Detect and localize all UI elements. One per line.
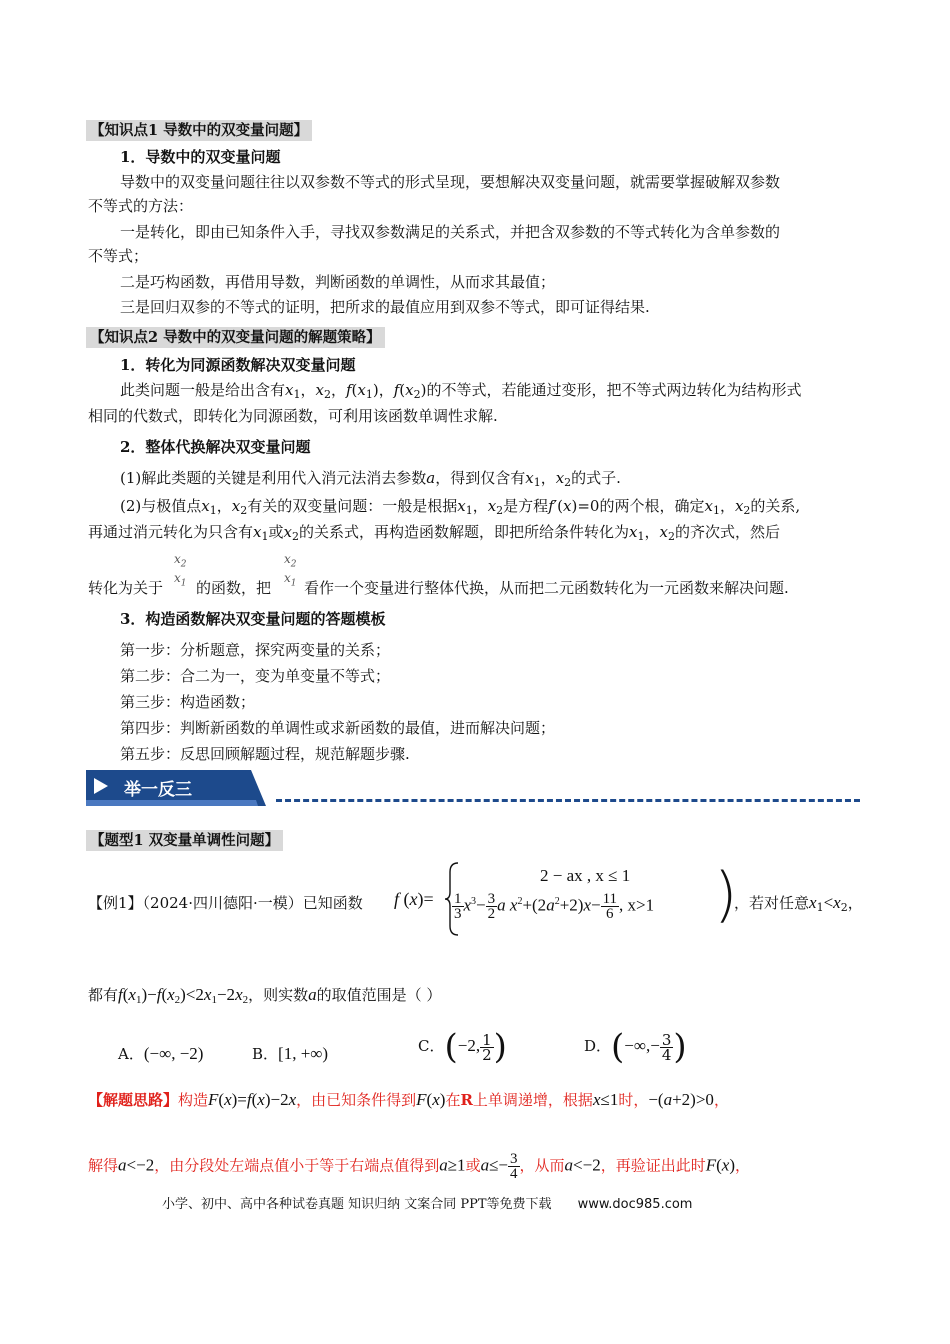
subheading: 2．整体代换解决双变量问题 [120, 438, 311, 456]
section-header-kp1: 【知识点1 导数中的双变量问题】 [86, 120, 312, 141]
footer-text: 小学、初中、高中各种试卷真题 知识归纳 文案合同 PPT等免费下载 www.doc985.com [162, 1197, 693, 1212]
paragraph: 导数中的双变量问题往往以双参数不等式的形式呈现，要想解决双变量问题，就需要掌握破解双参数 [120, 173, 781, 191]
example-line2: 都有f(x1)−f(x2)<2x1−2x2，则实数a的取值范围是（ ） [88, 985, 442, 1006]
paragraph: 不等式； [88, 247, 149, 265]
choice-a[interactable]: A．(−∞, −2) [118, 1044, 204, 1063]
paragraph: 一是转化，即由已知条件入手，寻找双参数满足的关系式，并把含双参数的不等式转化为含单参数的 [120, 223, 781, 241]
subheading: 3．构造函数解决双变量问题的答题模板 [120, 610, 386, 628]
paragraph: 再通过消元转化为只含有$x_1$或$x_2$的关系式，再构造函数解题，即把所给条件转化为$x_1$，$x_2$的齐次式，然后 [88, 523, 780, 543]
paragraph: 此类问题一般是给出含有$x_1$，$x_2$，$f(x_1)$，$f(x_2)$的不等式，若能通过变形，把不等式两边转化为结构形式 [120, 381, 802, 401]
step-item: 第三步：构造函数； [120, 693, 256, 711]
footer-url[interactable]: www.doc985.com [577, 1197, 693, 1212]
divider-dashed [276, 799, 860, 802]
banner-jyfs [86, 770, 266, 806]
step-item: 第四步：判断新函数的单调性或求新函数的最值，进而解决问题； [120, 719, 556, 737]
piece-one: 2 − ax , x ≤ 1 [540, 866, 631, 885]
subheading: 1．导数中的双变量问题 [120, 148, 281, 166]
step-item: 第一步：分析题意，探究两变量的关系； [120, 641, 391, 659]
fraction-x2-over-x1: $x_2$ $x_1$ [284, 552, 297, 589]
section-header-kp2: 【知识点2 导数中的双变量问题的解题策略】 [86, 327, 385, 348]
example-label: 【例1】（2024·四川德阳·一模）已知函数 [88, 894, 363, 912]
paragraph: 转化为关于 [88, 579, 164, 597]
step-item: 第二步：合二为一，变为单变量不等式； [120, 667, 391, 685]
paragraph: (1)解此类题的关键是利用代入消元法消去参数a，得到仅含有$x_1$，$x_2$的式子. [120, 469, 621, 489]
paragraph: 相同的代数式，即转化为同源函数，可利用该函数单调性求解. [88, 407, 498, 425]
banner-label: 举一反三 [124, 780, 192, 800]
paragraph: 二是巧构函数，再借用导数，判断函数的单调性，从而求其最值； [120, 273, 556, 291]
paragraph: 不等式的方法： [88, 197, 194, 215]
paren-right: ) [714, 860, 738, 930]
choice-c[interactable]: C．(−2, $\frac{1}{2}$ ) [418, 1027, 507, 1067]
paragraph: 看作一个变量进行整体代换，从而把二元函数转化为一元函数来解决问题. [304, 579, 789, 597]
paragraph: 的函数，把 [196, 579, 272, 597]
paragraph: (2)与极值点$x_1$，$x_2$有关的双变量问题：一般是根据$x_1$，$x_2$是方程f′(x)=0的两个根，确定$x_1$，$x_2$的关系, [120, 497, 801, 517]
piece-two: $\frac{1}{3}$ $x^3-$ $\frac{3}{2}$ a $x^2+(2a^2+2)x-$ $\frac{11}{6}$ , x>1 [454, 891, 655, 922]
choice-b[interactable]: B．[1, +∞) [252, 1044, 329, 1063]
function-lhs: f (x)= [394, 889, 434, 909]
fraction-x2-over-x1: $x_2$ $x_1$ [174, 552, 187, 589]
paragraph: 三是回归双参的不等式的证明，把所求的最值应用到双参不等式，即可证得结果. [120, 298, 650, 316]
solution-line1: 【解题思路】构造F(x)=f(x)−2x，由已知条件得到F(x)在R上单调递增，根据x≤1时，−(a+2)>0， [88, 1090, 729, 1109]
section-header-type1: 【题型1 双变量单调性问题】 [86, 830, 283, 851]
subheading: 1．转化为同源函数解决双变量问题 [120, 356, 356, 374]
choice-d[interactable]: D．(−∞,− $\frac{3}{4}$ ) [584, 1027, 687, 1067]
solution-line2: 解得a<−2，由分段处左端点值小于等于右端点值得到a≥1或a≤− $\frac{3}{4}$ ，从而a<−2，再验证出此时F(x)， [88, 1151, 751, 1182]
step-item: 第五步：反思回顾解题过程，规范解题步骤. [120, 745, 410, 763]
example-condition: ，若对任意$x_1<x_2$， [734, 893, 863, 914]
